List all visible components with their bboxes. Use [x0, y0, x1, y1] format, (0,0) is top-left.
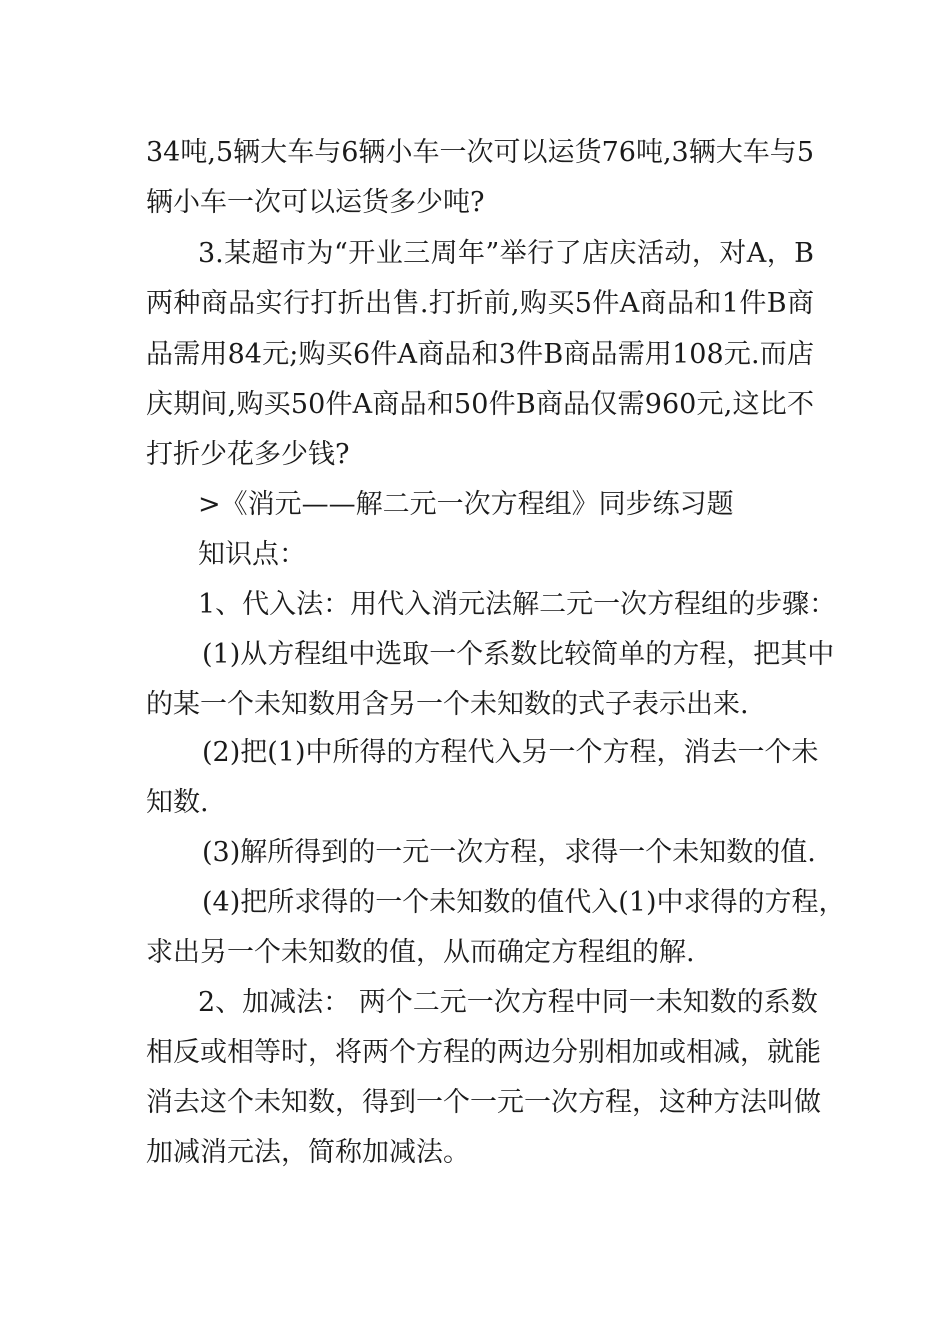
- text-line: 品需用84元;购买6件A商品和3件B商品需用108元.而店: [146, 339, 814, 370]
- text-line: 34吨,5辆大车与6辆小车一次可以运货76吨,3辆大车与5: [146, 137, 814, 168]
- text-line: (1)从方程组中选取一个系数比较简单的方程，把其中: [202, 639, 835, 670]
- text-line: 的某一个未知数用含另一个未知数的式子表示出来.: [146, 689, 749, 720]
- text-line: 知数.: [146, 787, 209, 818]
- text-line: 1、代入法：用代入消元法解二元一次方程组的步骤：: [198, 589, 837, 620]
- text-line: 求出另一个未知数的值，从而确定方程组的解.: [146, 937, 695, 968]
- text-line: 庆期间,购买50件A商品和50件B商品仅需960元,这比不: [146, 389, 814, 420]
- text-line: 两种商品实行打折出售.打折前,购买5件A商品和1件B商: [146, 288, 814, 319]
- text-line: 2、加减法： 两个二元一次方程中同一未知数的系数: [198, 987, 818, 1018]
- text-line: 相反或相等时，将两个方程的两边分别相加或相减，就能: [146, 1037, 821, 1068]
- text-line: 3.某超市为“开业三周年”举行了店庆活动，对A，B: [198, 238, 814, 269]
- section-title: >《消元——解二元一次方程组》同步练习题: [198, 489, 734, 520]
- text-line: 加减消元法，简称加减法。: [146, 1137, 470, 1168]
- section-heading: 知识点：: [198, 539, 306, 570]
- text-line: (2)把(1)中所得的方程代入另一个方程，消去一个未: [202, 737, 819, 768]
- text-line: (4)把所求得的一个未知数的值代入(1)中求得的方程，: [202, 887, 846, 918]
- text-line: 打折少花多少钱?: [146, 439, 350, 470]
- text-line: 消去这个未知数，得到一个一元一次方程，这种方法叫做: [146, 1087, 821, 1118]
- text-line: (3)解所得到的一元一次方程，求得一个未知数的值.: [202, 837, 816, 868]
- text-line: 辆小车一次可以运货多少吨?: [146, 187, 485, 218]
